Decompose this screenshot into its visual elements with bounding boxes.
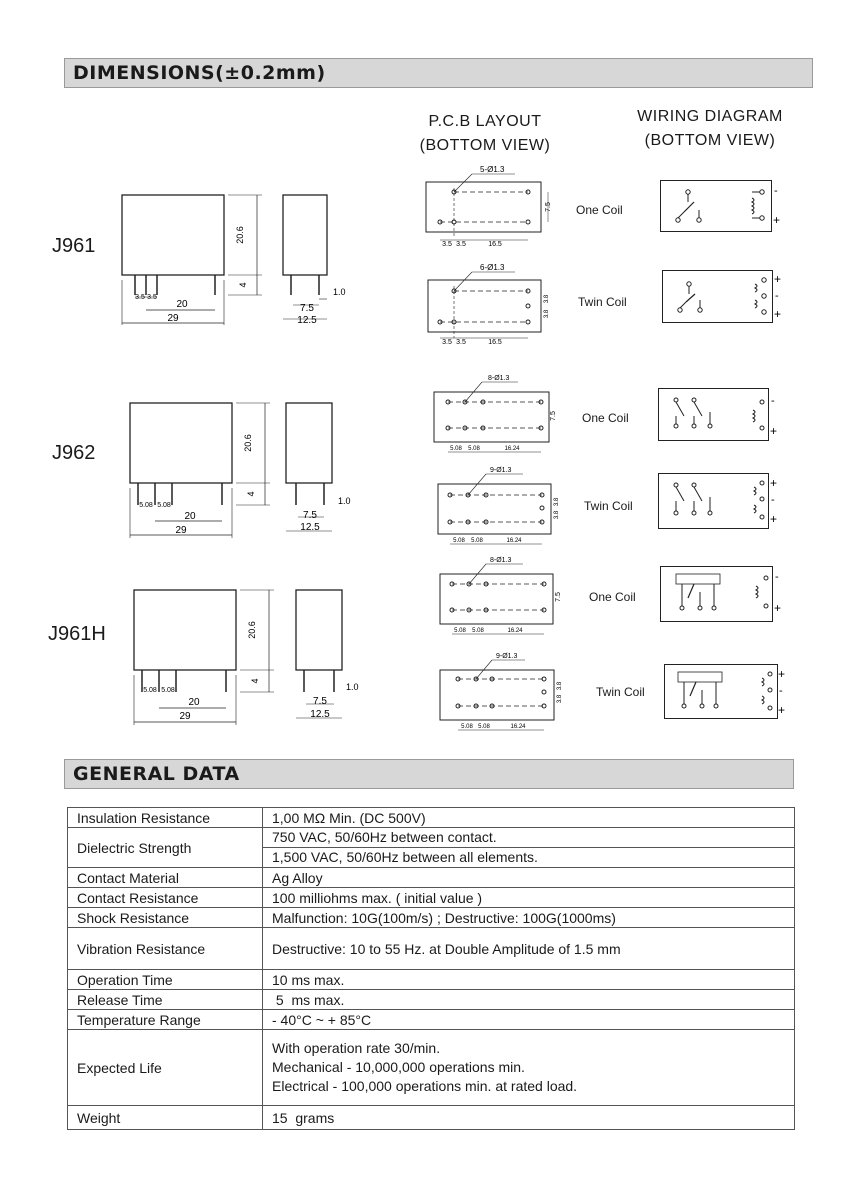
- weight-label: Weight: [68, 1106, 263, 1130]
- j961h-pin-length-label: 4: [250, 678, 260, 684]
- dimensions-section-title: DIMENSIONS(±0.2mm): [64, 58, 813, 88]
- expected-life-value-line2: Mechanical - 10,000,000 operations min.: [272, 1059, 525, 1075]
- pcb5-pitch3-label: 16.24: [510, 724, 526, 730]
- j961h-pitch1-label: 5.08: [143, 687, 157, 694]
- j962-span-label: 20: [184, 511, 196, 522]
- j961-pitch1-label: 3.5: [135, 294, 145, 301]
- w2-minus-label: -: [771, 395, 775, 407]
- contact-resistance-label: Contact Resistance: [68, 888, 263, 908]
- pcb1-pitch2-label: 3.5: [456, 339, 466, 346]
- w1-minus-label: -: [775, 290, 779, 302]
- expected-life-label: Expected Life: [68, 1030, 263, 1106]
- pcb4-pitch1-label: 5.08: [454, 628, 466, 634]
- wiring-diagram-heading-line1: WIRING DIAGRAM: [637, 108, 783, 125]
- j962-side-view-drawing: [278, 393, 358, 543]
- pcb-layout-j961h-twin-coil: [428, 648, 578, 736]
- j961h-side-view-drawing: [288, 580, 368, 730]
- model-label-j961: J961: [52, 235, 96, 257]
- release-time-label: Release Time: [68, 990, 263, 1010]
- j961h-length-label: 29: [179, 711, 191, 722]
- pcb4-coil-label: One Coil: [589, 590, 636, 604]
- pcb3-pitch1-label: 5.08: [453, 538, 465, 544]
- pcb2-pitch1-label: 5.08: [450, 446, 462, 452]
- j962-height-label: 20.6: [243, 434, 253, 452]
- wiring-diagram-heading-line2: (BOTTOM VIEW): [644, 132, 776, 149]
- general-data-section-title: GENERAL DATA: [64, 759, 794, 789]
- temperature-range-label: Temperature Range: [68, 1010, 263, 1030]
- pcb2-coil-label: One Coil: [582, 411, 629, 425]
- pcb-layout-j961-twin-coil: [420, 258, 570, 350]
- expected-life-value-line1: With operation rate 30/min.: [272, 1040, 441, 1056]
- pcb1-holes-label: 6-Ø1.3: [480, 263, 505, 272]
- insulation-resistance-label: Insulation Resistance: [68, 808, 263, 828]
- j962-pitch2-label: 5.08: [157, 502, 171, 509]
- table-row: [68, 1030, 795, 1106]
- j961h-height-label: 20.6: [247, 621, 257, 639]
- j961-length-label: 29: [167, 313, 179, 324]
- pcb4-vertical-label: 7.5: [555, 592, 562, 602]
- j961-side-inner-label: 7.5: [300, 303, 314, 314]
- w3-plus-label-1: +: [770, 476, 778, 490]
- j961-side-pin-label: 1.0: [333, 287, 346, 297]
- dielectric-strength-value: [263, 828, 795, 868]
- j962-side-width-label: 12.5: [300, 522, 320, 533]
- model-label-j962: J962: [52, 442, 96, 464]
- contact-material-label: Contact Material: [68, 868, 263, 888]
- j961-pitch2-label: 3.5: [147, 294, 157, 301]
- pcb-layout-heading-line2: (BOTTOM VIEW): [419, 137, 551, 154]
- temperature-range-value: - 40°C ~ + 85°C: [263, 1010, 795, 1030]
- pcb0-pitch1-label: 3.5: [442, 241, 452, 248]
- j962-side-pin-label: 1.0: [338, 496, 351, 506]
- table-row: [68, 868, 795, 888]
- wiring-diagram-j961h-one-coil: [660, 566, 790, 626]
- w0-plus-label: +: [773, 213, 781, 227]
- pcb0-holes-label: 5-Ø1.3: [480, 165, 505, 174]
- pcb5-pitch1-label: 5.08: [461, 724, 473, 730]
- table-row: [68, 970, 795, 990]
- w5-minus-label: -: [779, 685, 783, 697]
- pcb2-pitch3-label: 16.24: [504, 446, 520, 452]
- insulation-resistance-value: 1,00 MΩ Min. (DC 500V): [263, 808, 795, 828]
- wiring-diagram-j961-twin-coil: [662, 270, 792, 326]
- j961-side-width-label: 12.5: [297, 315, 317, 326]
- j961h-side-width-label: 12.5: [310, 709, 330, 720]
- w1-plus-label-2: +: [774, 307, 782, 321]
- j962-pitch1-label: 5.08: [139, 502, 153, 509]
- pcb1-vertical-label-2: 3.8: [544, 309, 550, 319]
- dielectric-strength-label: Dielectric Strength: [68, 828, 263, 868]
- pcb1-pitch1-label: 3.5: [442, 339, 452, 346]
- table-row: [68, 1010, 795, 1030]
- pcb2-pitch2-label: 5.08: [468, 446, 480, 452]
- pcb0-pitch2-label: 3.5: [456, 241, 466, 248]
- wiring-diagram-j962-one-coil: [658, 388, 788, 444]
- table-row: [68, 828, 795, 868]
- j961h-front-view-drawing: [122, 580, 282, 730]
- j962-side-inner-label: 7.5: [303, 510, 317, 521]
- pcb2-vertical-label: 7.5: [550, 411, 557, 421]
- j961h-pitch2-label: 5.08: [161, 687, 175, 694]
- shock-resistance-value: Malfunction: 10G(100m/s) ; Destructive: 100G(1000ms): [263, 908, 795, 928]
- j961-span-label: 20: [176, 299, 188, 310]
- table-row: [68, 888, 795, 908]
- wiring-diagram-j962-twin-coil: [658, 473, 788, 533]
- table-row: [68, 990, 795, 1010]
- j961-front-view-drawing: [110, 185, 270, 335]
- vibration-resistance-label: Vibration Resistance: [68, 928, 263, 970]
- expected-life-value: [263, 1030, 795, 1106]
- w4-plus-label: +: [774, 601, 782, 615]
- contact-resistance-value: 100 milliohms max. ( initial value ): [263, 888, 795, 908]
- j961h-side-inner-label: 7.5: [313, 696, 327, 707]
- general-data-table: [67, 807, 795, 1130]
- j961-pin-length-label: 4: [238, 282, 248, 288]
- w4-minus-label: -: [775, 571, 779, 583]
- pcb3-pitch3-label: 16.24: [506, 538, 522, 544]
- expected-life-value-line3: Electrical - 100,000 operations min. at rated load.: [272, 1078, 578, 1094]
- pcb0-pitch3-label: 16.5: [488, 241, 502, 248]
- release-time-value: 5 ms max.: [263, 990, 795, 1010]
- w3-plus-label-2: +: [770, 512, 778, 526]
- pcb0-vertical-label: 7.5: [545, 202, 552, 212]
- w5-plus-label-1: +: [778, 667, 786, 681]
- wiring-diagram-j961-one-coil: [660, 180, 790, 235]
- pcb1-coil-label: Twin Coil: [578, 295, 627, 309]
- dielectric-strength-value-line2: 1,500 VAC, 50/60Hz between all elements.: [272, 849, 538, 865]
- shock-resistance-label: Shock Resistance: [68, 908, 263, 928]
- pcb-layout-j962-twin-coil: [428, 462, 578, 550]
- pcb3-vertical-label-1: 3.8: [554, 497, 560, 507]
- pcb-layout-heading-line1: P.C.B LAYOUT: [428, 113, 542, 130]
- pcb-layout-j961-one-coil: [420, 160, 570, 250]
- pcb5-coil-label: Twin Coil: [596, 685, 645, 699]
- model-label-j961h: J961H: [48, 623, 106, 645]
- pcb5-pitch2-label: 5.08: [478, 724, 490, 730]
- pcb1-vertical-label-1: 3.8: [544, 294, 550, 304]
- j961-height-label: 20.6: [235, 226, 245, 244]
- w1-plus-label-1: +: [774, 272, 782, 286]
- pcb3-pitch2-label: 5.08: [471, 538, 483, 544]
- pcb5-vertical-label-1: 3.8: [557, 681, 563, 691]
- vibration-resistance-value: Destructive: 10 to 55 Hz. at Double Amplitude of 1.5 mm: [263, 928, 795, 970]
- pcb1-pitch3-label: 16.5: [488, 339, 502, 346]
- table-row: [68, 1106, 795, 1130]
- table-row: [68, 808, 795, 828]
- pcb-layout-j961h-one-coil: [428, 550, 578, 638]
- wiring-diagram-heading: [620, 105, 800, 153]
- pcb-layout-j962-one-coil: [428, 370, 578, 460]
- j961h-span-label: 20: [188, 697, 200, 708]
- j962-length-label: 29: [175, 525, 187, 536]
- pcb3-holes-label: 9-Ø1.3: [490, 467, 512, 474]
- pcb-layout-heading: [395, 110, 575, 158]
- weight-value: 15 grams: [263, 1106, 795, 1130]
- dielectric-strength-value-line1: 750 VAC, 50/60Hz between contact.: [263, 828, 794, 848]
- j961h-side-pin-label: 1.0: [346, 682, 359, 692]
- pcb5-holes-label: 9-Ø1.3: [496, 653, 518, 660]
- table-row: [68, 908, 795, 928]
- w2-plus-label: +: [770, 424, 778, 438]
- pcb5-vertical-label-2: 3.8: [557, 694, 563, 704]
- w3-minus-label: -: [771, 494, 775, 506]
- j961-side-view-drawing: [275, 185, 355, 335]
- pcb3-coil-label: Twin Coil: [584, 499, 633, 513]
- pcb3-vertical-label-2: 3.8: [554, 510, 560, 520]
- pcb0-coil-label: One Coil: [576, 203, 623, 217]
- wiring-diagram-j961h-twin-coil: [664, 664, 794, 724]
- operation-time-value: 10 ms max.: [263, 970, 795, 990]
- table-row: [68, 928, 795, 970]
- j962-front-view-drawing: [118, 393, 278, 543]
- w0-minus-label: -: [774, 185, 778, 197]
- w5-plus-label-2: +: [778, 703, 786, 717]
- contact-material-value: Ag Alloy: [263, 868, 795, 888]
- j962-pin-length-label: 4: [246, 491, 256, 497]
- pcb4-pitch2-label: 5.08: [472, 628, 484, 634]
- operation-time-label: Operation Time: [68, 970, 263, 990]
- pcb4-pitch3-label: 16.24: [507, 628, 523, 634]
- pcb2-holes-label: 8-Ø1.3: [488, 375, 510, 382]
- pcb4-holes-label: 8-Ø1.3: [490, 557, 512, 564]
